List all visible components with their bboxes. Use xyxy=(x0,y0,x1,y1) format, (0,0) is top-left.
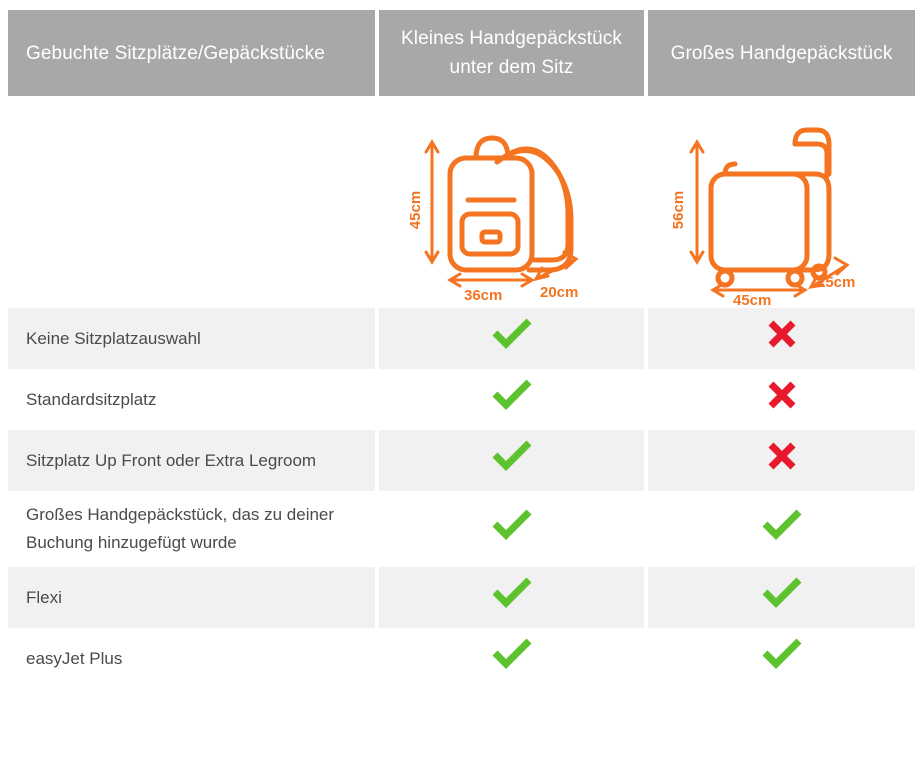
small-bag-status xyxy=(377,369,646,430)
column-header-large-bag: Großes Handgepäckstück xyxy=(646,10,915,96)
large-bag-status xyxy=(646,491,915,567)
small-bag-status xyxy=(377,567,646,628)
large-bag-status xyxy=(646,628,915,689)
row-label: Großes Handgepäckstück, das zu deiner Buchung hinzugefügt wurde xyxy=(8,491,377,567)
row-label: Flexi xyxy=(8,567,377,628)
check-icon xyxy=(492,440,532,472)
check-icon xyxy=(762,577,802,609)
column-header-booking: Gebuchte Sitzplätze/Gepäckstücke xyxy=(8,10,377,96)
illustration-empty-cell xyxy=(8,96,377,308)
row-label: Keine Sitzplatzauswahl xyxy=(8,308,377,369)
check-icon xyxy=(492,638,532,670)
check-icon xyxy=(492,577,532,609)
row-label: easyJet Plus xyxy=(8,628,377,689)
large-bag-status xyxy=(646,308,915,369)
cross-icon xyxy=(767,319,797,349)
large-bag-illustration-cell xyxy=(646,96,915,308)
table-row xyxy=(8,369,915,430)
baggage-table xyxy=(8,10,915,689)
backpack-illustration xyxy=(379,96,644,308)
table-header xyxy=(8,10,915,96)
backpack-icon xyxy=(402,102,622,302)
suitcase-illustration xyxy=(648,96,915,308)
small-bag-status xyxy=(377,430,646,491)
backpack-depth-label: 20cm xyxy=(539,284,578,301)
row-label: Standardsitzplatz xyxy=(8,369,377,430)
header-row xyxy=(8,10,915,96)
small-bag-illustration-cell xyxy=(377,96,646,308)
small-bag-status xyxy=(377,308,646,369)
small-bag-status xyxy=(377,628,646,689)
suitcase-icon xyxy=(667,100,897,305)
check-icon xyxy=(492,509,532,541)
backpack-height-label: 45cm xyxy=(406,190,424,230)
row-label: Sitzplatz Up Front oder Extra Legroom xyxy=(8,430,377,491)
check-icon xyxy=(762,638,802,670)
table-row xyxy=(8,491,915,567)
cross-icon xyxy=(767,380,797,410)
column-header-small-bag: Kleines Handgepäckstück unter dem Sitz xyxy=(377,10,646,96)
check-icon xyxy=(762,509,802,541)
large-bag-status xyxy=(646,369,915,430)
suitcase-depth-label: 25cm xyxy=(816,273,855,291)
table-body xyxy=(8,96,915,689)
table-row xyxy=(8,308,915,369)
small-bag-status xyxy=(377,491,646,567)
suitcase-width-label: 45cm xyxy=(732,291,771,305)
check-icon xyxy=(492,318,532,350)
cross-icon xyxy=(767,441,797,471)
check-icon xyxy=(492,379,532,411)
table-row xyxy=(8,567,915,628)
table-row xyxy=(8,628,915,689)
suitcase-height-label: 56cm xyxy=(669,190,687,229)
large-bag-status xyxy=(646,567,915,628)
backpack-width-label: 36cm xyxy=(463,287,502,302)
table-row xyxy=(8,430,915,491)
large-bag-status xyxy=(646,430,915,491)
illustration-row xyxy=(8,96,915,308)
